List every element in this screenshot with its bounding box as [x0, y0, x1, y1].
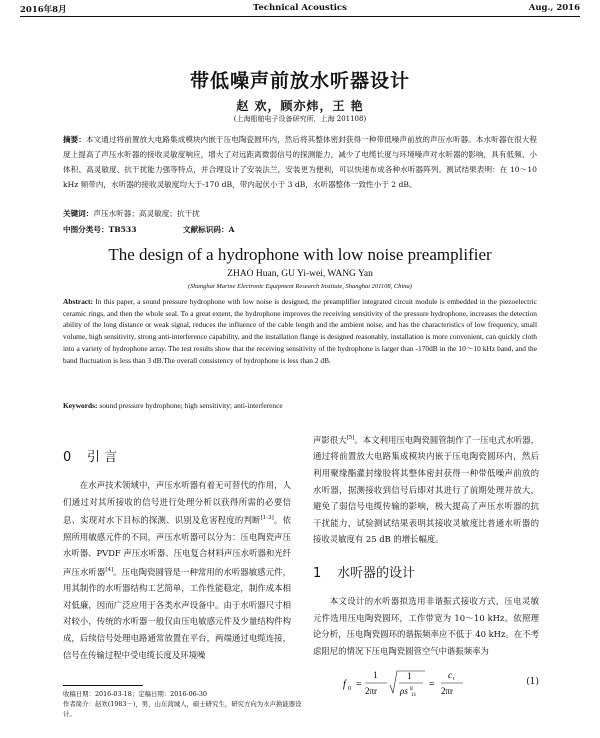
intro-text-1: 在水声技术领域中，声压水听器有着无可替代的作用，人们通过对其所接收的信号进行处理分析以获得所需的必要信息、实现对水下目标的探测、识别及危害程度的判断	[63, 480, 291, 525]
affiliation-en: (Shanghai Marine Electronic Equipment Research Institute, Shanghai 201108, China)	[188, 283, 412, 290]
clc-value: TB533	[108, 225, 137, 234]
paper-title-en: The design of a hydrophone with low noise preamplifier	[108, 245, 492, 264]
keywords-zh	[63, 208, 200, 219]
intro-continued-paragraph	[313, 430, 539, 548]
abstract-label-en: Abstract:	[63, 297, 93, 306]
svg-text:2πr: 2πr	[365, 686, 378, 697]
svg-text:c: c	[448, 670, 452, 681]
abstract-label-zh: 摘要：	[63, 135, 86, 144]
intro-text-2: 。依照所用敏感元件的不同，声压水听器可以分为：压电陶瓷声压水听器、PVDF 声压水听器、压电复合材料声压水听器和光纤声压水听器	[63, 514, 291, 577]
section-heading-design	[313, 562, 539, 581]
abstract-text-zh: 本文通过将前置放大电路集成模块内嵌于压电陶瓷圆环内，然后将其整体密封获得一种带低噪声前放的声压水听器。本水听器在很大程度上提高了声压水听器的接收灵敏度响应，增大了对远距离微弱信号的探测能力，减少了电缆长度与环境噪声对水听器的影响，具有低频、小体积、高灵敏度、抗干扰能力强等特点，并合理设计了安装法兰，安装更为便利，可以快速布成各种水听器阵列。测试结果表明：在 10～10 kHz 频带内，水听器的接收灵敏度均大于-170 dB，带内起伏小于 3 dB，水听器整体一致性小于 2 dB。	[63, 135, 538, 189]
header-date-en: Aug., 2016	[528, 3, 580, 13]
authors-en: ZHAO Huan, GU Yi-wei, WANG Yan	[227, 269, 373, 279]
section-number: 1	[313, 565, 322, 581]
citation: [1-3]	[260, 515, 274, 522]
left-column	[63, 440, 291, 663]
keywords-label-zh: 关键词：	[63, 209, 94, 218]
keywords-text-en: sound pressure hydrophone; high sensitivity; anti-interference	[99, 401, 283, 410]
svg-text:11: 11	[411, 692, 417, 699]
abstract-text-en: In this paper, a sound pressure hydrophone with low noise is designed, the preamplifier integrated circuit module is embedded in the piezoelectric ceramic rings, and then the whole seal. To a great extent, the hydrophone improves the receiving sensitivity of the pressure hydrophone, increases the detection ability of the long distance or weak signal, reduces the influence of the cable length and the ambient noise, and has the characteristics of low frequency, small volume, high sensitivity, strong anti-interference capability, and the installation flange is designed reasonably, installation is more convenient, can quickly cloth into a variety of hydrophone array. The test results show that the receiving sensitivity of the hydrophone is larger than -170dB in the 10～10 kHz band, and the band fluctuation is less than 3 dB.The overall consistency of hydrophone is less than 2 dB.	[63, 297, 537, 365]
svg-text:t: t	[453, 676, 455, 683]
intro-text-3: 。压电陶瓷圆管是一种常用的水听器敏感元件，用其制作的水听器结构工艺简单，工作性能稳定，制作成本相对低廉，因而广泛应用于各类水声设备中。由于水听器尺寸相对较小，传统的水听器一般仅由压电敏感元件及少量结构件构成，后续信号处理电路通常放置在平台，两端通过电缆连接，信号在传输过程中受电缆长度及环境噪	[63, 566, 292, 660]
keywords-label-en: Keywords:	[63, 401, 98, 410]
svg-text:2πr: 2πr	[441, 686, 454, 697]
footnote-author: 作者简介：赵欢(1983－)，男，山东菏城人，硕士研究生，研究方向为水声换能器设计。	[63, 700, 302, 718]
intro-cont-text-1: 声影很大	[313, 434, 347, 445]
svg-text:E: E	[410, 686, 414, 693]
abstract-zh	[63, 132, 537, 192]
equation-1	[313, 665, 539, 703]
keywords-text-zh: 声压水听器；高灵敏度；抗干扰	[93, 209, 200, 218]
running-header	[20, 2, 580, 16]
footnote-received: 收稿日期：2016-03-18；定稿日期：2016-06-30	[63, 690, 207, 698]
header-rule	[20, 16, 580, 17]
doc-code-label: 文献标识码：	[183, 225, 229, 234]
svg-text:=: =	[356, 679, 362, 691]
affiliation-zh: (上海船舶电子设备研究所，上海 201108)	[233, 115, 367, 123]
doc-code-value: A	[228, 225, 235, 234]
resonance-frequency-formula	[343, 665, 493, 703]
svg-text:f: f	[343, 679, 346, 691]
section-title: 引 言	[87, 450, 118, 465]
svg-text:=: =	[429, 679, 435, 691]
footnote-rule	[63, 685, 143, 686]
abstract-en	[63, 296, 537, 366]
citation: [5]	[346, 435, 355, 441]
classification-line	[63, 224, 537, 235]
footnote	[63, 689, 303, 719]
equation-number: (1)	[526, 677, 539, 688]
header-date: 2016年8月	[20, 5, 67, 15]
intro-cont-text-2: 。本文利用压电陶瓷圆管制作了一压电式水听器，通过将前置放大电路集成模块内嵌于压电陶瓷圆环内，然后利用聚缘酯灌封缘胶将其整体密封获得一种带低噪声前放的水听器，据测接收到信号后即对其进行了前期处理并放大，避免了弱信号电缆传输的影响，极大提高了声压水听器的抗干扰能力，试验测试结果表明其接收灵敏度比普通水听器的接收灵敏度有 25 dB 的增长幅度。	[313, 434, 540, 545]
section-title: 水听器的设计	[337, 565, 416, 581]
citation: [4]	[105, 566, 114, 573]
svg-text:0: 0	[348, 686, 351, 693]
svg-text:ρs: ρs	[400, 686, 408, 697]
paper-title-zh: 带低噪声前放水听器设计	[189, 70, 410, 92]
header-journal: Technical Acoustics	[253, 3, 347, 13]
clc-label: 中图分类号：	[63, 225, 109, 234]
svg-text:1: 1	[407, 671, 412, 682]
svg-text:1: 1	[373, 670, 378, 681]
authors-zh: 赵 欢，顾亦炜，王 艳	[236, 99, 364, 113]
right-column	[313, 430, 539, 703]
intro-paragraph	[63, 477, 291, 663]
section-number: 0	[63, 450, 72, 465]
keywords-en	[63, 401, 537, 410]
design-paragraph: 本文设计的水听器拟选用非谐振式接收方式，压电灵敏元件选用压电陶瓷圆环，工作带宽为 10～10 kHz。依照理论分析，压电陶瓷圆环的谐振频率应不低于 40 kHz。在不考虑阻尼的情况下压电陶瓷圆管空气中谐振频率为	[313, 595, 539, 656]
section-heading-intro	[63, 446, 291, 465]
